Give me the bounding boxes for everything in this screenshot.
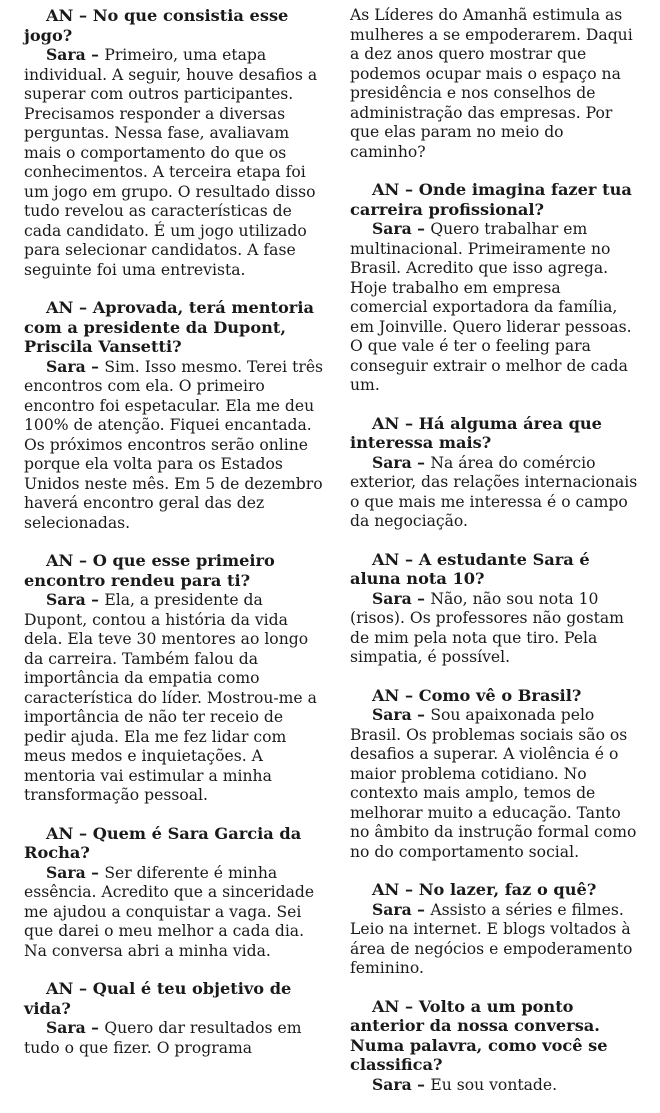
answer-continuation: As Líderes do Amanhã estimula as mulheres a se empoderarem. Daqui a dez anos quero mostrar que podemos ocupar mais o espaço na presidência e nos conselhos de administração das empresas. Por que elas param no meio do caminho? [350, 6, 633, 161]
question: AN – Volto a um ponto anterior da nossa conversa. Numa palavra, como você se classifica? [350, 996, 608, 1074]
question: AN – Como vê o Brasil? [372, 685, 582, 705]
question: AN – No lazer, faz o quê? [372, 880, 597, 899]
answer: Sara – Assisto a séries e filmes. Leio na internet. E blogs voltados à área de negócios e empoderamento feminino. [350, 899, 633, 977]
qa-block [24, 6, 324, 280]
question: AN – Há alguma área que interessa mais? [350, 413, 602, 452]
qa-block [350, 550, 640, 668]
answer: Sara – Sou apaixonada pelo Brasil. Os problemas sociais são os desafios a superar. A violência é o maior problema cotidiano. No contexto mais amplo, temos de melhorar muito a educação. Tanto no âmbito da instrução formal como no do comportamento social. [350, 705, 637, 861]
qa-block [24, 298, 324, 533]
question: AN – Aprovada, terá mentoria com a presidente da Dupont, Priscila Vansetti? [24, 298, 314, 356]
question: AN – A estudante Sara é aluna nota 10? [350, 549, 590, 588]
answer: Sara – Ela, a presidente da Dupont, contou a história da vida dela. Ela teve 30 mentores ao longo da carreira. Também falou da importância da empatia como característica do líder. Mostrou-me a importância de não ter receio de pedir ajuda. Ela me fez lidar com meus medos e inquietações. A mentoria vai estimular a minha transformação pessoal. [24, 590, 317, 804]
right-column [350, 6, 640, 1113]
answer: Sara – Não, não sou nota 10 (risos). Os professores não gostam de mim pela nota que tiro. Pela simpatia, é possível. [350, 588, 624, 666]
answer: Sara – Na área do comércio exterior, das relações internacionais o que mais me interessa é o campo da negociação. [350, 452, 638, 530]
qa-block [350, 686, 640, 863]
left-column [24, 6, 324, 1076]
qa-block [24, 979, 324, 1058]
qa-block [24, 824, 324, 962]
qa-block [350, 414, 640, 532]
question: AN – No que consistia esse jogo? [24, 6, 289, 45]
answer: Sara – Ser diferente é minha essência. Acredito que a sinceridade me ajudou a conquistar a vaga. Sei que darei o meu melhor a cada dia. Na conversa abri a minha vida. [24, 862, 315, 960]
answer: Sara – Eu sou vontade. [372, 1074, 558, 1094]
question: AN – Onde imagina fazer tua carreira profissional? [350, 180, 632, 219]
question: AN – Quem é Sara Garcia da Rocha? [24, 823, 302, 862]
question: AN – Qual é teu objetivo de vida? [24, 979, 292, 1018]
answer: Sara – Quero dar resultados em tudo o que fizer. O programa [24, 1018, 302, 1057]
qa-block [24, 551, 324, 806]
qa-block [350, 180, 640, 396]
answer: Sara – Primeiro, uma etapa individual. A seguir, houve desafios a superar com outros participantes. Precisamos responder a diversas perguntas. Nessa fase, avaliavam mais o comportamento do que os conhecimentos. A terceira etapa foi um jogo em grupo. O resultado disso tudo revelou as características de cada candidato. É um jogo utilizado para selecionar candidatos. A fase seguinte foi uma entrevista. [24, 45, 318, 279]
question: AN – O que esse primeiro encontro rendeu para ti? [24, 551, 275, 590]
qa-block [350, 880, 640, 979]
qa-block [350, 997, 640, 1096]
answer: Sara – Quero trabalhar em multinacional. Primeiramente no Brasil. Acredito que isso agrega. Hoje trabalho em empresa comercial exportadora da família, em Joinville. Quero liderar pessoas. O que vale é ter o feeling para conseguir extrair o melhor de cada um. [350, 219, 632, 394]
answer: Sara – Sim. Isso mesmo. Terei três encontros com ela. O primeiro encontro foi espetacular. Ela me deu 100% de atenção. Fiquei encantada. Os próximos encontros serão online porque ela volta para os Estados Unidos neste mês. Em 5 de dezembro haverá encontro geral das dez selecionadas. [24, 356, 324, 532]
